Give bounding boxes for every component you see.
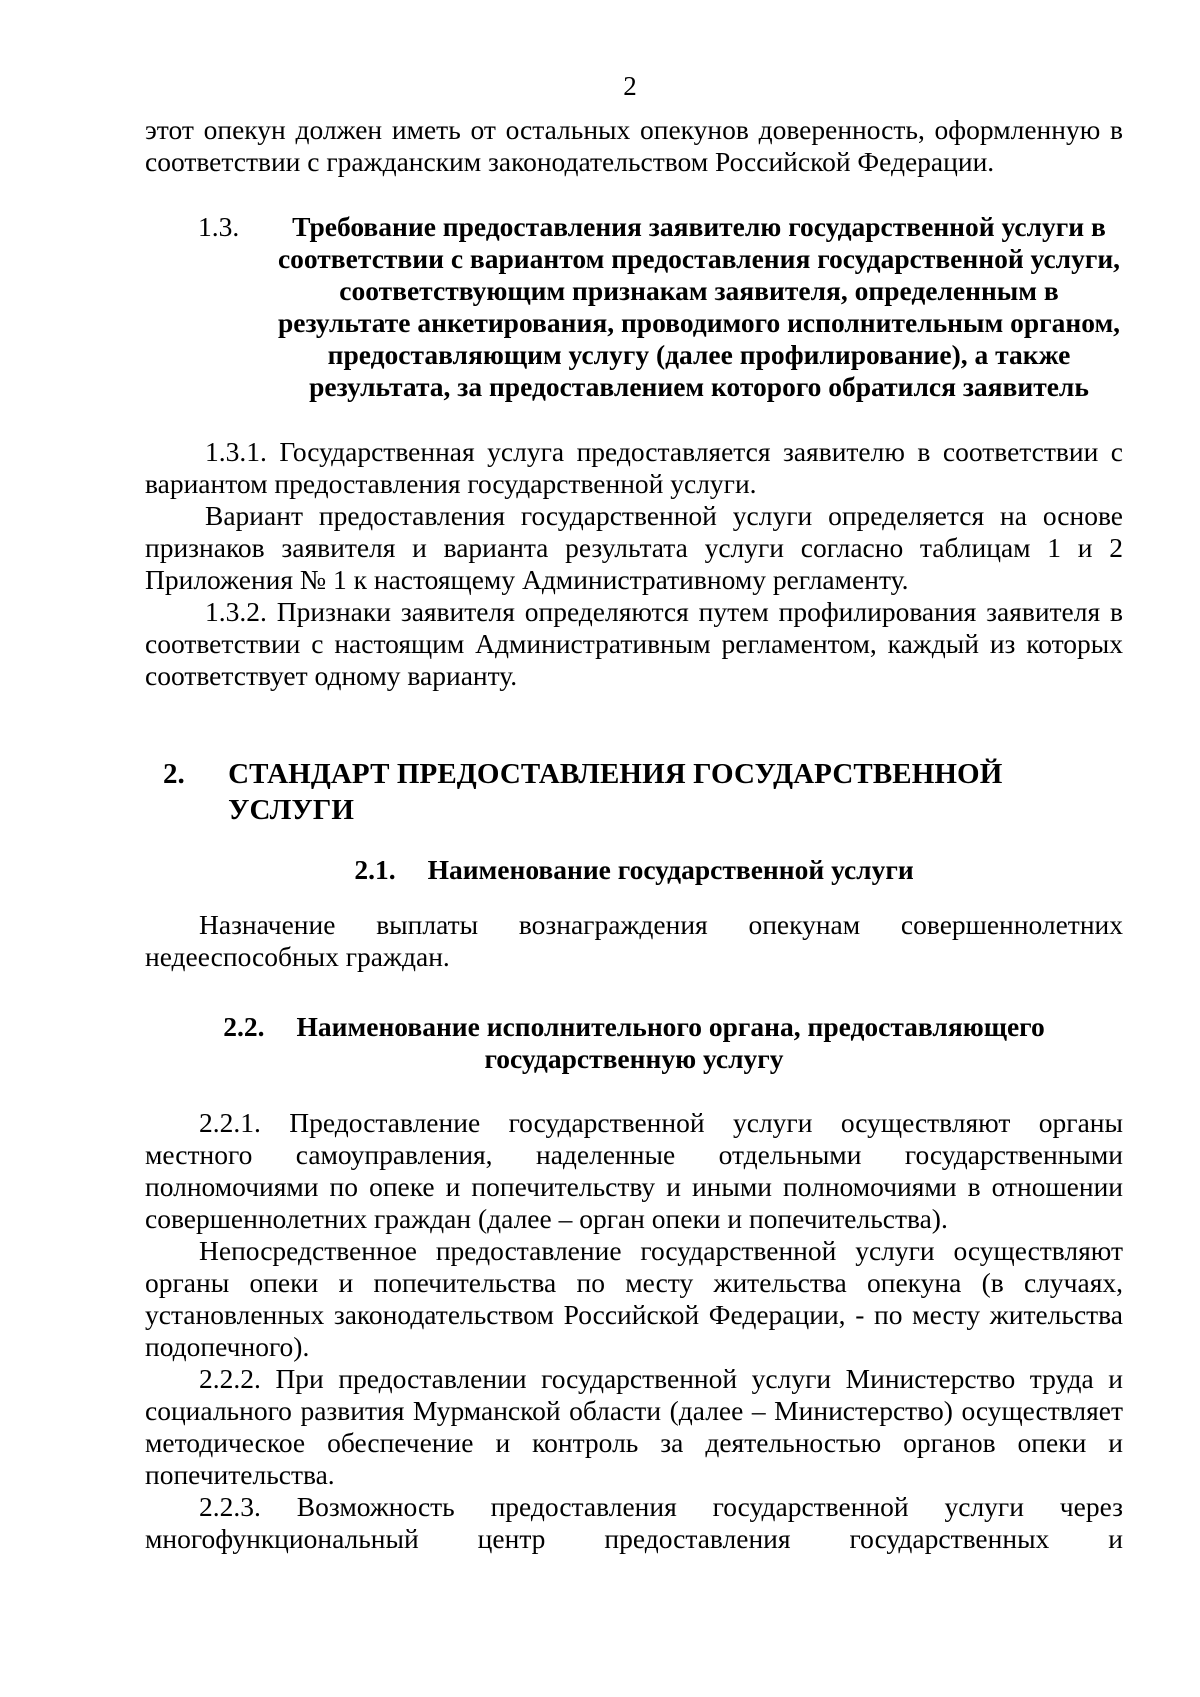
intro-paragraph: этот опекун должен иметь от остальных опекунов доверенность, оформленную в соответствии с гражданским законодательством Российской Федерации. xyxy=(145,114,1123,177)
heading-2-2-number: 2.2. xyxy=(223,1011,265,1042)
heading-2-1-number: 2.1. xyxy=(354,854,396,885)
heading-2-1 xyxy=(145,854,1123,886)
heading-1-3-number: 1.3. xyxy=(198,211,240,242)
paragraph-2-1: Назначение выплаты вознаграждения опекунам совершеннолетних недееспособных граждан. xyxy=(145,909,1123,972)
paragraph-1-3-1-b: Вариант предоставления государственной услуги определяется на основе признаков заявителя и варианта результата услуги согласно таблицам 1 и 2 Приложения № 1 к настоящему Административному регламенту. xyxy=(145,500,1123,595)
heading-2-1-title: Наименование государственной услуги xyxy=(427,854,914,885)
heading-2-2-title-line1: Наименование исполнительного органа, предоставляющего xyxy=(296,1011,1045,1042)
heading-2-2-title-line2: государственную услугу xyxy=(484,1043,784,1074)
heading-2-number: 2. xyxy=(163,758,185,790)
paragraph-2-2-1-b: Непосредственное предоставление государственной услуги осуществляют органы опеки и попечительства по месту жительства опекуна (в случаях, установленных законодательством Российской Федерации, - по месту жительства подопечного). xyxy=(145,1235,1123,1362)
page-number: 2 xyxy=(623,71,637,101)
document-body xyxy=(145,114,1123,1555)
heading-2-title: СТАНДАРТ ПРЕДОСТАВЛЕНИЯ ГОСУДАРСТВЕННОЙ УСЛУГИ xyxy=(228,758,1003,826)
heading-2 xyxy=(145,756,1123,828)
paragraph-2-2-2: 2.2.2. При предоставлении государственной услуги Министерство труда и социального развития Мурманской области (далее – Министерство) осуществляет методическое обеспечение и контроль за деятельностью органов опеки и попечительства. xyxy=(145,1363,1123,1490)
heading-2-2 xyxy=(145,1011,1123,1075)
paragraph-2-2-1: 2.2.1. Предоставление государственной услуги осуществляют органы местного самоуправления, наделенные отдельными государственными полномочиями по опеке и попечительству и иными полномочиями в отношении совершеннолетних граждан (далее – орган опеки и попечительства). xyxy=(145,1107,1123,1234)
paragraph-2-2-3: 2.2.3. Возможность предоставления государственной услуги через многофункциональный центр предоставления государственных и xyxy=(145,1491,1123,1554)
heading-1-3-title: Требование предоставления заявителю государственной услуги в соответствии с вариантом предоставления государственной услуги, соответствующим признакам заявителя, определенным в результате анкетирования, проводимого исполнительным органом, предоставляющим услугу (далее профилирование), а также результата, за предоставлением которого обратился заявитель xyxy=(277,211,1121,402)
heading-1-3 xyxy=(145,211,1123,403)
paragraph-1-3-2: 1.3.2. Признаки заявителя определяются путем профилирования заявителя в соответствии с настоящим Административным регламентом, каждый из которых соответствует одному варианту. xyxy=(145,596,1123,691)
paragraph-1-3-1: 1.3.1. Государственная услуга предоставляется заявителю в соответствии с вариантом предоставления государственной услуги. xyxy=(145,436,1123,499)
